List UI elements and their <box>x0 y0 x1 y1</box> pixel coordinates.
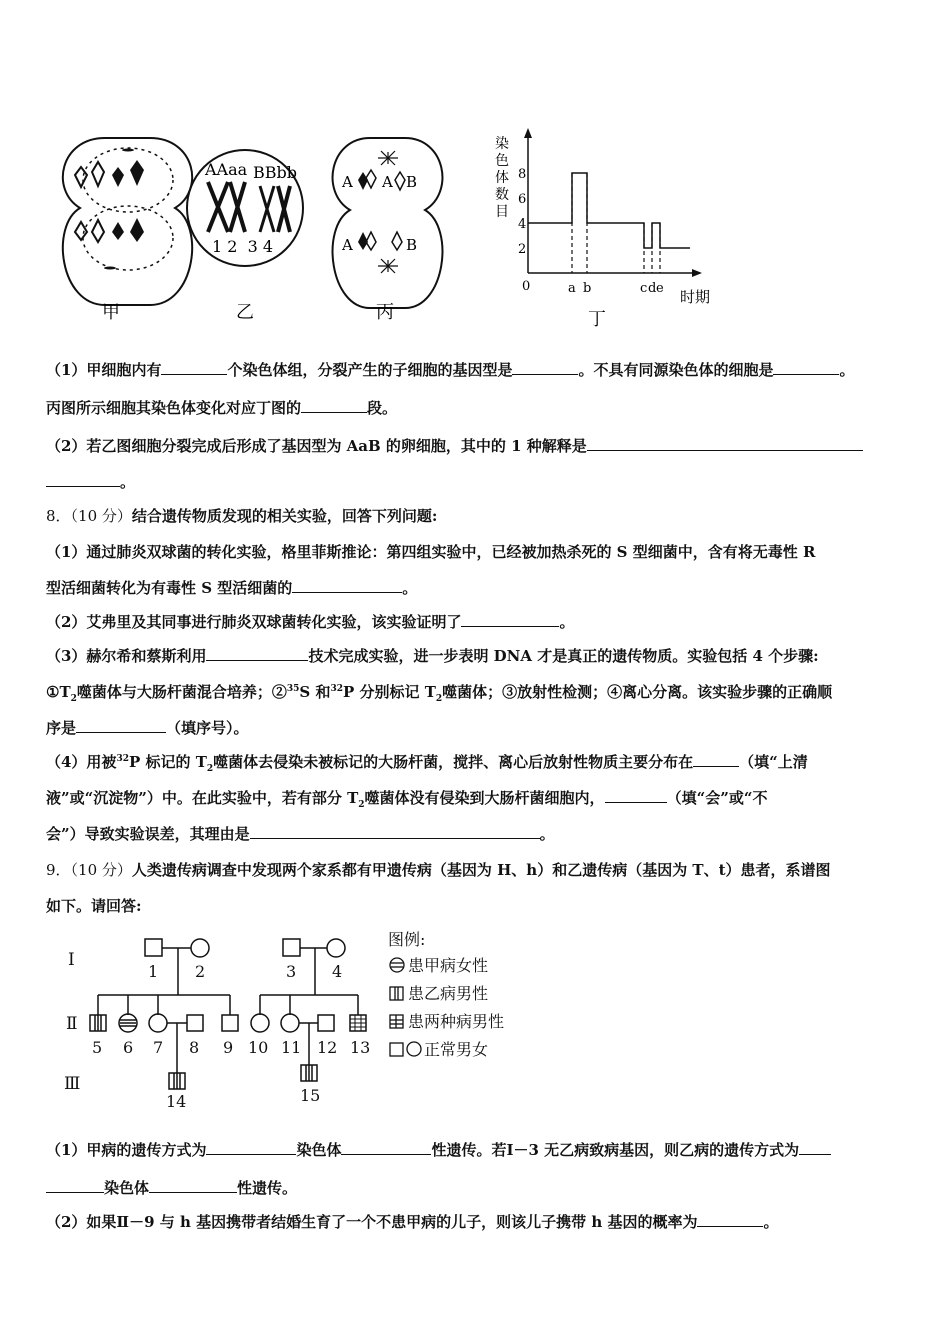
legend-item-3: 患两种病男性 <box>408 1012 505 1031</box>
legend-symbol-male-b <box>390 987 403 1000</box>
q7-line4 <box>46 472 135 492</box>
q8-p3-a: （3）赫尔希和蔡斯利用 <box>46 647 207 665</box>
ytick-label-6: 6 <box>518 192 527 207</box>
q7-l2-b: 段。 <box>367 399 398 417</box>
pedigree-chart <box>60 925 540 1110</box>
graph-ding <box>495 128 710 330</box>
ytick-label-2: 2 <box>518 242 527 257</box>
yi-chrom-numbers: 1 2 3 4 <box>212 237 274 256</box>
graph-ylabel-c5: 目 <box>495 204 509 220</box>
cell-yi <box>187 150 303 323</box>
q9-blank5[interactable] <box>697 1212 763 1227</box>
individual-3 <box>283 939 300 956</box>
q8-blank7[interactable] <box>250 824 540 839</box>
bing-gene-a3: A <box>342 236 353 254</box>
q8-p4-b3: （填“会”或“不 <box>666 789 768 807</box>
q7-l1-a: （1）甲细胞内有 <box>46 361 162 379</box>
q8-p4-line1 <box>46 752 808 772</box>
graph-ylabel-c2: 色 <box>495 153 509 169</box>
graph-ylabel <box>495 135 513 220</box>
q9-p1-c: 性遗传。若Ⅰ－3 无乙病致病基因，则乙病的遗传方式为 <box>431 1141 800 1159</box>
q9-heading <box>46 860 831 880</box>
id-5: 5 <box>92 1038 103 1057</box>
q8-blank4[interactable] <box>76 718 166 733</box>
q7-blank1[interactable] <box>161 360 227 375</box>
individual-10 <box>251 1014 269 1032</box>
individual-14-stripes <box>174 1073 180 1089</box>
cell-division-figure <box>40 120 740 335</box>
q9-blank4[interactable] <box>149 1178 237 1193</box>
q8-p4-b2: 噬菌体没有侵染到大肠杆菌细胞内， <box>364 789 605 807</box>
q9-head-text2: 如下。请回答: <box>46 897 142 915</box>
label-ding: 丁 <box>588 309 606 330</box>
individual-6-stripes <box>120 1020 136 1026</box>
q8-p3-c4: P 分别标记 T <box>343 683 436 701</box>
q8-p1-c: 。 <box>402 579 418 597</box>
individual-12 <box>318 1015 334 1031</box>
q7-blank2[interactable] <box>512 360 578 375</box>
q9-p1-a: （1）甲病的遗传方式为 <box>46 1141 207 1159</box>
q7-line3 <box>46 436 863 456</box>
q8-sub2-d: 2 <box>358 800 365 810</box>
q8-p1-line1 <box>46 542 815 562</box>
q7-l1-c: 。不具有同源染色体的细胞是 <box>578 361 774 379</box>
individual-15-stripes <box>306 1065 312 1081</box>
x-marker-label-d: d <box>648 281 657 296</box>
q9-p1-b: 染色体 <box>296 1141 342 1159</box>
q8-p2-b: 。 <box>559 613 575 631</box>
individual-4 <box>327 939 345 957</box>
id-13: 13 <box>350 1038 371 1057</box>
bing-gene-a2: A <box>382 173 393 191</box>
legend-symbol-normal-male <box>390 1043 403 1056</box>
q7-l3-a: （2）若乙图细胞分裂完成后形成了基因型为 AaB 的卵细胞，其中的 1 种解释是 <box>46 437 587 455</box>
q8-p2 <box>46 612 574 632</box>
q8-p3-line1 <box>46 646 819 666</box>
x-marker-label-c: c <box>640 281 648 296</box>
q8-p4-c2: 。 <box>539 825 555 843</box>
q8-p4-a4: （填“上清 <box>739 753 808 771</box>
q8-blank3[interactable] <box>206 646 308 661</box>
individual-2 <box>191 939 209 957</box>
legend-symbol-female-a <box>390 958 404 972</box>
q9-p2-a: （2）如果Ⅱ－9 与 h 基因携带者结婚生育了一个不患甲病的儿子，则该儿子携带 h 基因的概率为 <box>46 1213 698 1231</box>
id-2: 2 <box>195 962 206 981</box>
id-6: 6 <box>123 1038 134 1057</box>
ytick-label-4: 4 <box>518 217 527 232</box>
label-jia: 甲 <box>102 302 120 323</box>
graph-ylabel-c3: 体 <box>495 170 509 186</box>
q8-p4-line3 <box>46 824 555 844</box>
q9-p1-line1 <box>46 1140 831 1160</box>
legend-item-4: 正常男女 <box>424 1040 489 1059</box>
bing-gene-b1: B <box>406 173 418 191</box>
q8-p4-a2: P 标记的 T <box>128 753 207 771</box>
q8-heading <box>46 506 437 526</box>
individual-7 <box>149 1014 167 1032</box>
gen-label-2: Ⅱ <box>66 1014 78 1034</box>
q8-sub2-b: 2 <box>435 694 443 704</box>
q8-sup32-a: 32 <box>330 684 344 694</box>
pedigree-legend <box>388 930 504 1059</box>
q8-p4-b1: 液”或“沉淀物”）中。在此实验中，若有部分 T <box>46 789 359 807</box>
q9-p2-b: 。 <box>763 1213 779 1231</box>
q9-blank3[interactable] <box>799 1140 831 1155</box>
q8-number: 8．（10 分） <box>46 507 132 525</box>
ytick-label-8: 8 <box>518 167 527 182</box>
graph-xlabel: 时期 <box>680 288 711 306</box>
q8-blank6[interactable] <box>605 788 667 803</box>
q8-p3-d2: （填序号）。 <box>166 719 249 737</box>
q8-sub2-a: 2 <box>70 694 77 704</box>
individual-1 <box>145 939 162 956</box>
graph-y-arrow <box>524 128 532 138</box>
x-marker-label-a: a <box>568 281 576 296</box>
q9-p2 <box>46 1212 778 1232</box>
q8-sup32-b: 32 <box>116 754 129 764</box>
q9-p1-d: 染色体 <box>104 1179 150 1197</box>
q9-blank3-cont[interactable] <box>46 1178 104 1193</box>
q8-blank5[interactable] <box>693 752 739 767</box>
q9-heading-line2 <box>46 896 142 916</box>
graph-ylabel-c1: 染 <box>495 136 509 152</box>
q7-line2 <box>46 398 397 418</box>
id-9: 9 <box>223 1038 234 1057</box>
q8-p3-c2: 噬菌体与大肠杆菌混合培养；② <box>76 683 287 701</box>
q8-blank2[interactable] <box>461 612 559 627</box>
q7-blank5-cont[interactable] <box>46 472 120 487</box>
legend-item-2: 患乙病男性 <box>408 984 489 1003</box>
q8-p4-c1: 会”）导致实验误差，其理由是 <box>46 825 250 843</box>
q7-line1 <box>46 360 855 380</box>
q9-blank1[interactable] <box>206 1140 296 1155</box>
graph-yticks <box>518 167 526 257</box>
q7-l2-a: 丙图所示细胞其染色体变化对应丁图的 <box>46 399 302 417</box>
q8-sup35: 35 <box>286 684 300 694</box>
q8-sub2-c: 2 <box>206 764 214 774</box>
q8-p3-d1: 序是 <box>46 719 77 737</box>
label-yi: 乙 <box>236 302 254 323</box>
q9-number: 9．（10 分） <box>46 861 132 879</box>
q7-l1-d: 。 <box>839 361 855 379</box>
id-7: 7 <box>153 1038 164 1057</box>
individual-11 <box>281 1014 299 1032</box>
yi-genes-left: AAaa <box>205 160 248 179</box>
q8-head-text: 结合遗传物质发现的相关实验，回答下列问题: <box>131 507 438 525</box>
legend-item-1: 患甲病女性 <box>408 956 489 975</box>
bing-gene-b2: B <box>406 236 418 254</box>
q8-p3-c1: ①T <box>46 683 71 701</box>
individual-5-stripes <box>95 1015 101 1031</box>
id-14: 14 <box>166 1092 187 1110</box>
q8-p1-a: （1）通过肺炎双球菌的转化实验，格里菲斯推论：第四组实验中，已经被加热杀死的 S 型细菌中，含有将无毒性 R <box>46 543 816 561</box>
gen-label-3: Ⅲ <box>64 1074 81 1094</box>
q7-blank5[interactable] <box>587 436 863 451</box>
yi-genes-right: BBbb <box>253 163 297 182</box>
q9-head-text: 人类遗传病调查中发现两个家系都有甲遗传病（基因为 H、h）和乙遗传病（基因为 T、t）患者，系谱图 <box>131 861 831 879</box>
q8-p4-a3: 噬菌体去侵染未被标记的大肠杆菌，搅拌、离心后放射性物质主要分布在 <box>213 753 694 771</box>
id-10: 10 <box>248 1038 269 1057</box>
id-4: 4 <box>332 962 343 981</box>
label-bing: 丙 <box>376 302 394 323</box>
legend-symbol-normal-female <box>407 1042 421 1056</box>
q9-p1-line2 <box>46 1178 297 1198</box>
q8-p2-a: （2）艾弗里及其同事进行肺炎双球菌转化实验，该实验证明了 <box>46 613 462 631</box>
q9-blank2[interactable] <box>341 1140 431 1155</box>
id-8: 8 <box>189 1038 200 1057</box>
graph-ylabel-c4: 数 <box>495 187 509 203</box>
id-11: 11 <box>281 1038 302 1057</box>
x-marker-label-b: b <box>583 281 592 296</box>
graph-origin: 0 <box>522 279 531 294</box>
id-12: 12 <box>317 1038 338 1057</box>
gen-label-1: Ⅰ <box>68 950 75 970</box>
graph-x-markers <box>568 173 664 296</box>
q8-p4-a1: （4）用被 <box>46 753 117 771</box>
q8-p3-c5: 噬菌体；③放射性检测；④离心分离。该实验步骤的正确顺 <box>442 683 833 701</box>
id-3: 3 <box>286 962 297 981</box>
graph-x-arrow <box>692 269 702 277</box>
q8-p3-line2 <box>46 682 832 702</box>
q8-p3-b: 技术完成实验，进一步表明 DNA 才是真正的遗传物质。实验包括 4 个步骤: <box>308 647 819 665</box>
q8-p3-c3: S 和 <box>299 683 331 701</box>
id-15: 15 <box>300 1086 321 1105</box>
q7-l1-b: 个染色体组，分裂产生的子细胞的基因型是 <box>227 361 513 379</box>
q8-p1-b: 型活细菌转化为有毒性 S 型活细菌的 <box>46 579 293 597</box>
graph-step-line <box>528 173 690 248</box>
individual-8 <box>187 1015 203 1031</box>
q9-p1-e: 性遗传。 <box>237 1179 298 1197</box>
legend-title: 图例: <box>388 930 426 949</box>
q7-l4-a: 。 <box>120 473 136 491</box>
cell-bing <box>333 138 443 323</box>
q8-p4-line2 <box>46 788 767 808</box>
q8-p3-line3 <box>46 718 249 738</box>
q7-blank3[interactable] <box>773 360 839 375</box>
individual-9 <box>222 1015 238 1031</box>
bing-gene-a1: A <box>342 173 353 191</box>
x-marker-label-e: e <box>656 281 664 296</box>
cell-jia <box>63 138 192 323</box>
q8-p1-line2 <box>46 578 417 598</box>
id-1: 1 <box>148 962 159 981</box>
q7-blank4[interactable] <box>301 398 367 413</box>
q8-blank1[interactable] <box>292 578 402 593</box>
individual-13-grid <box>350 1015 366 1031</box>
